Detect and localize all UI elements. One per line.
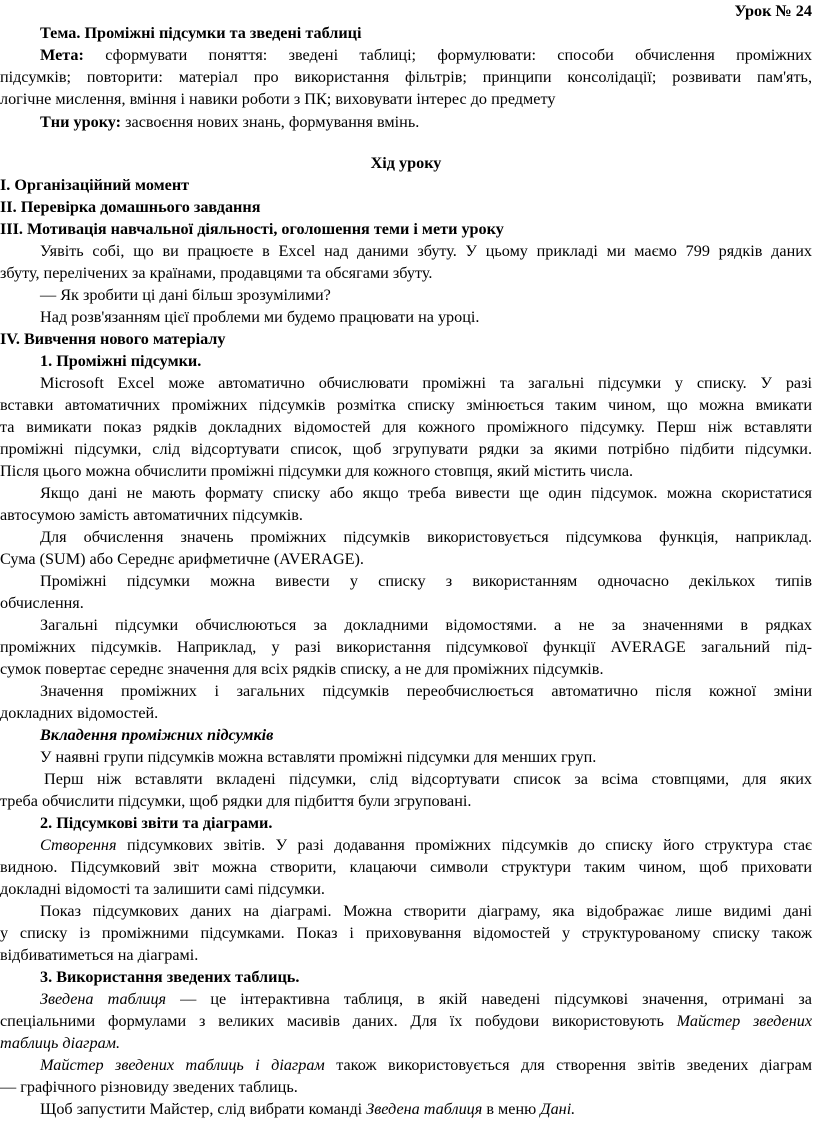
part3-p1-italic: Майстер зведених [676, 1012, 812, 1030]
part3-heading: 3. Використання зведених таблиць. [40, 968, 300, 986]
nested-subtotals-heading: Вкладення проміжних підсумків [40, 726, 274, 744]
goal-label: Мета: [40, 46, 84, 64]
goal-line-1 [40, 44, 812, 66]
part3-p2-text: також використовується для створення звітів зведених діаграм [336, 1056, 812, 1074]
part3-p1-text2: спеціальними формулами з великих масивів даних. Для їх побудови використовують [0, 1012, 664, 1030]
part3-p1-line3: таблиць діаграм. [0, 1034, 121, 1052]
part1-p3-line1: Для обчислення значень проміжних підсумків використовується підсумкова функція, наприклад. [40, 528, 812, 546]
part3-p1-line2 [0, 1010, 812, 1032]
part2-p2-line2: у списку із проміжними підсумками. Показ і приховування відомостей у структурованому списку також [0, 924, 812, 942]
lesson-type-label: Тни уроку: [40, 113, 122, 131]
goal-line-2: підсумків; повторити: матеріал про використання фільтрів; принципи консолідації; розвивати пам'ять, [0, 68, 812, 86]
part1-p7-line1: У наявні групи підсумків можна вставляти проміжні підсумки для менших груп. [40, 748, 597, 766]
part2-p1-line2: видною. Підсумковий звіт можна створити, клацаючи символи структури таким чином, щоб приховати [0, 858, 812, 876]
part1-p1-line3: та вимикати показ рядків докладних відомостей для кожного проміжного підсумку. Перш ніж вставляти [0, 418, 812, 436]
part3-p2-lead: Майстер зведених таблиць і діаграм [40, 1056, 325, 1074]
part3-p3-line1 [40, 1098, 812, 1120]
lesson-number: Урок № 24 [734, 2, 812, 20]
section-heading-3: ІІІ. Мотивація навчальної діяльності, оголошення теми і мети уроку [0, 220, 504, 238]
part1-p8-line2: треба обчислити підсумки, щоб рядки для підбиття були згруповані. [0, 792, 472, 810]
part1-p6-line1: Значення проміжних і загальних підсумків переобчислюється автоматично після кожної зміни [40, 682, 812, 700]
part1-p4-line1: Проміжні підсумки можна вивести у списку з використанням одночасно декількох типів [40, 572, 812, 590]
part1-p3-line2: Сума (SUM) або Середнє арифметичне (AVERAGE). [0, 550, 364, 568]
part3-p1-lead: Зведена таблиця [40, 990, 167, 1008]
motivation-question: — Як зробити ці дані більш зрозумілими? [40, 286, 331, 304]
motivation-line-2: збуту, перелічених за країнами, продавцями та обсягами збуту. [0, 264, 433, 282]
topic-text: Проміжні підсумки та зведені таблиці [84, 24, 362, 42]
section-heading-1: І. Організаційний момент [0, 176, 190, 194]
part2-p2-line3: відбиватиметься на діаграмі. [0, 946, 199, 964]
part2-p1-text: підсумкових звітів. У разі додавання проміжних підсумків до списку його структура стає [126, 836, 812, 854]
part1-p1-line2: вставки автоматичних проміжних підсумків розмітка списку змінюється таким чином, що можна вмикати [0, 396, 812, 414]
part1-p1-line5: Після цього можна обчислити проміжні підсумки для кожного стовпця, який містить числа. [0, 462, 634, 480]
part3-p3-text1: Щоб запустити Майстер, слід вибрати команді [40, 1100, 363, 1118]
section-heading-2: ІІ. Перевірка домашнього завдання [0, 198, 261, 216]
topic-label: Тема. [40, 24, 81, 42]
part1-p6-line2: докладних відомостей. [0, 704, 159, 722]
part1-p5-line1: Загальні підсумки обчислюються за докладними відомостями. а не за значеннями в рядках [40, 616, 812, 634]
part2-p1-line3: докладні відомості та залишити самі підсумки. [0, 880, 325, 898]
motivation-line-4: Над розв'язанням цієї проблеми ми будемо працювати на уроці. [40, 308, 480, 326]
part2-heading: 2. Підсумкові звіти та діаграми. [40, 814, 273, 832]
part3-p1-text: — це інтерактивна таблиця, в якій наведені підсумкові значення, отримані за [180, 990, 812, 1008]
lesson-type-text: засвоєння нових знань, формування вмінь. [125, 113, 420, 131]
section-heading-4: IV. Вивчення нового матеріалу [0, 330, 226, 348]
part3-p2-line1 [40, 1054, 812, 1076]
part1-p5-line2: проміжних підсумків. Наприклад, у разі використання підсумкової функції AVERAGE загальний під- [0, 638, 812, 656]
part3-p3-text2: в меню [486, 1100, 537, 1118]
part3-p2-line2: — графічного різновиду зведених таблиць. [0, 1078, 298, 1096]
part2-p1-line1 [40, 834, 812, 856]
part1-p2-line2: автосумою замість автоматичних підсумків. [0, 506, 303, 524]
course-title: Хід уроку [370, 154, 442, 172]
motivation-line-1: Уявіть собі, що ви працюєте в Excel над даними збуту. У цьому прикладі ми маємо 799 рядків даних [40, 242, 812, 260]
part3-p1-line1 [40, 988, 812, 1010]
goal-line-3: логічне мислення, вміння і навики роботи з ПК; виховувати інтерес до предмету [0, 90, 556, 108]
part1-p1-line1: Microsoft Excel може автоматично обчислювати проміжні та загальні підсумки у списку. У разі [40, 374, 812, 392]
goal-text-1: сформувати поняття: зведені таблиці; формулювати: способи обчислення проміжних [105, 46, 813, 64]
part1-p1-line4: проміжні підсумки, слід відсортувати список, щоб згрупувати рядки за якими потрібно підбити підсумки. [0, 440, 812, 458]
part3-p3-italic1: Зведена таблиця [366, 1100, 483, 1118]
topic-line [40, 22, 812, 44]
part1-p4-line2: обчислення. [0, 594, 84, 612]
part2-p2-line1: Показ підсумкових даних на діаграмі. Можна створити діаграму, яка відображає лише видимі дані [40, 902, 812, 920]
part1-p5-line3: сумок повертає середнє значення для всіх рядків списку, а не для проміжних підсумків. [0, 660, 604, 678]
part2-p1-lead: Створення [40, 836, 117, 854]
lesson-type-line [40, 111, 812, 133]
part3-p3-italic2: Дані. [540, 1100, 576, 1118]
part1-heading: 1. Проміжні підсумки. [40, 352, 202, 370]
part1-p8-line1: Перш ніж вставляти вкладені підсумки, слід відсортувати список за всіма стовпцями, для яких [44, 770, 812, 788]
part1-p2-line1: Якщо дані не мають формату списку або якщо треба вивести ще один підсумок. можна скористатися [40, 484, 812, 502]
